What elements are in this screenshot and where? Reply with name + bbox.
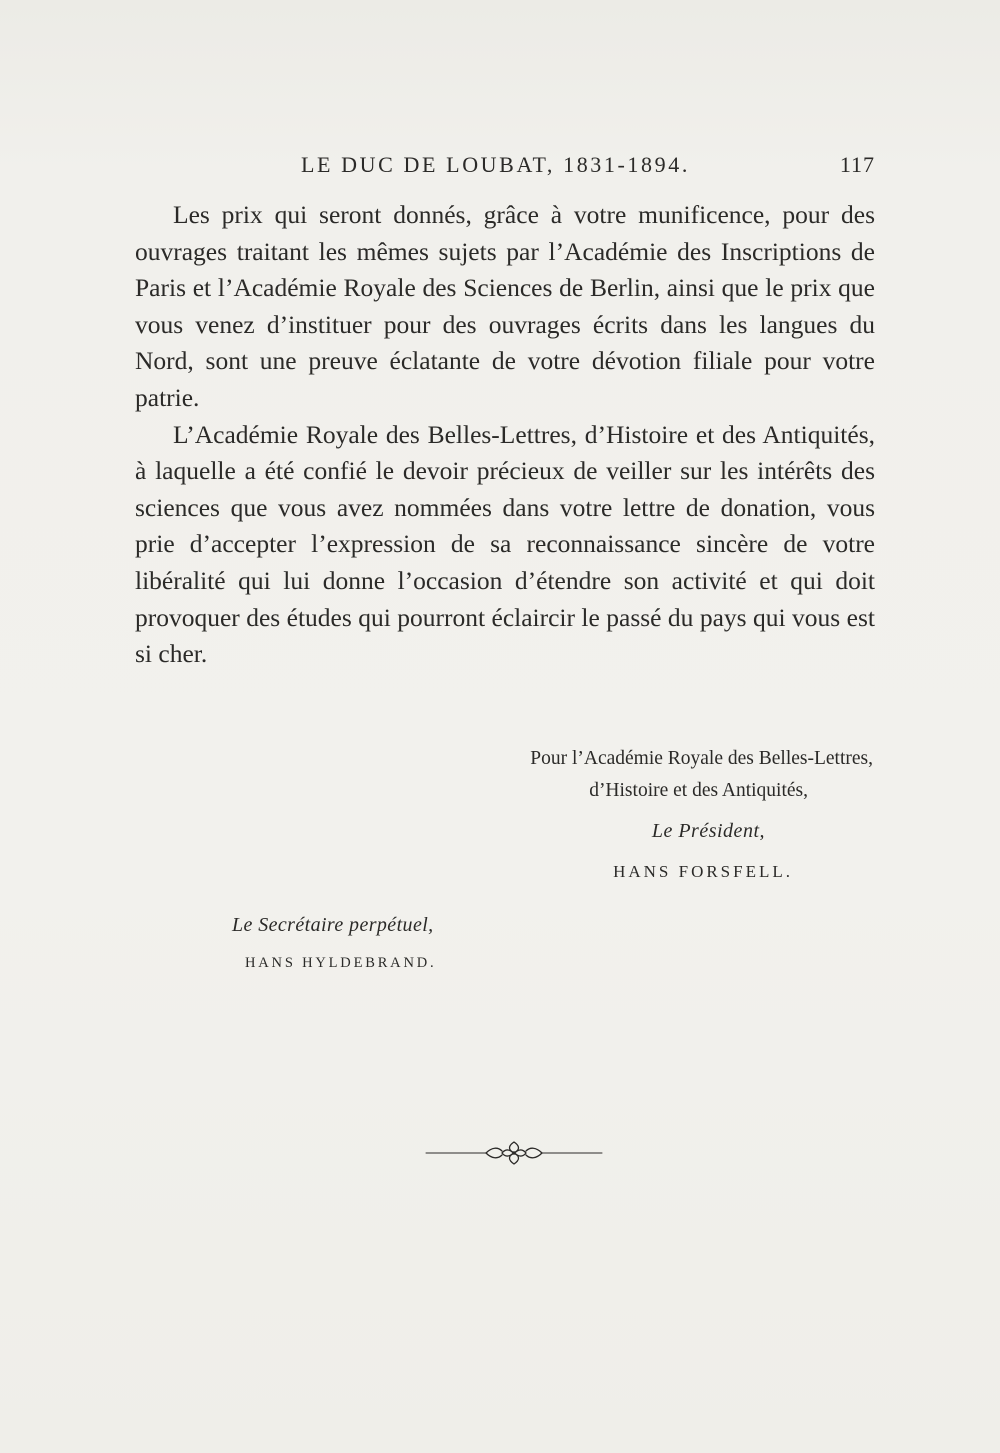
body-text xyxy=(135,197,875,673)
signature-block xyxy=(135,748,875,988)
fleuron-ornament-icon xyxy=(424,1138,604,1168)
secretary-name: HANS HYLDEBRAND. xyxy=(245,955,437,971)
paragraph-prizes: Les prix qui seront donnés, grâce à votre munificence, pour des ouvrages traitant les mêmes sujets par l’Académie des Inscriptions de Paris et l’Académie Royale des Sciences de Berlin, ainsi que le prix que vous venez d’instituer pour des ouvrages écrits dans les langues du Nord, sont une preuve éclatante de votre dévotion filiale pour votre patrie. xyxy=(135,200,875,412)
paragraph-academy: L’Académie Royale des Belles-Lettres, d’Histoire et des Antiquités, à laquelle a été confié le devoir précieux de veiller sur les intérêts des sciences que vous avez nommées dans votre lettre de donation, vous prie d’accepter l’expression de sa reconnaissance sincère de votre libéralité qui lui donne l’occasion d’étendre son activité et qui doit provoquer des études qui pourront éclaircir le passé du pays qui vous est si cher. xyxy=(135,419,875,669)
president-title: Le Président, xyxy=(651,820,765,842)
academy-line-2: d’Histoire et des Antiquités, xyxy=(589,780,808,801)
page-number: 117 xyxy=(839,152,875,177)
academy-line-1: Pour l’Académie Royale des Belles-Lettres, xyxy=(530,748,873,769)
running-head-title: LE DUC DE LOUBAT, 1831-1894. xyxy=(301,152,690,177)
secretary-title: Le Secrétaire perpétuel, xyxy=(232,914,434,936)
president-name: HANS FORSFELL. xyxy=(613,862,793,881)
running-head xyxy=(135,152,875,188)
